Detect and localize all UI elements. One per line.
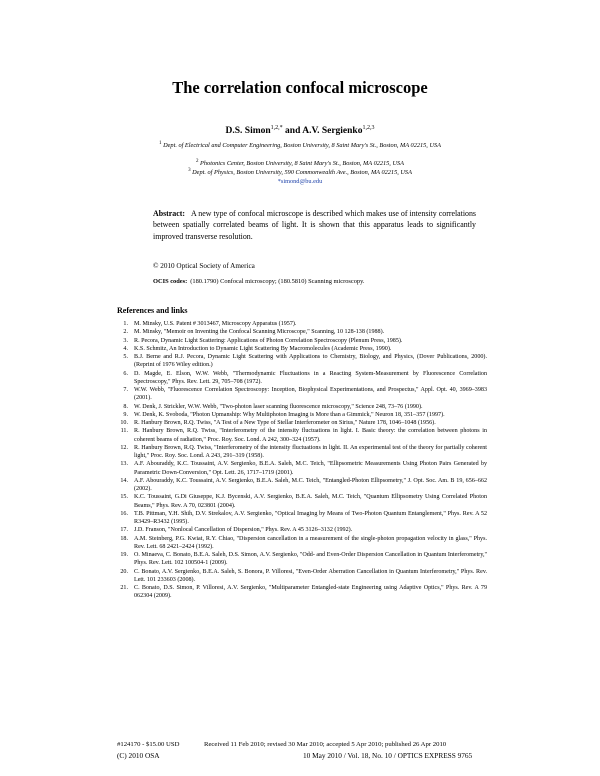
reference-item — [117, 337, 487, 345]
reference-text: R. Pecora, Dynamic Light Scattering: Applications of Photon Correlation Spectroscopy (Plenum Press, 1985). — [134, 337, 403, 344]
affiliation-text: Dept. of Electrical and Computer Engineering, Boston University, 8 Saint Mary's St., Boston, MA 02215, USA — [161, 142, 441, 150]
reference-text: W. Denk, J. Strickler, W.W. Webb, "Two-photon laser scanning fluorescence microscopy," Science 248, 73–76 (1990). — [134, 403, 423, 410]
references-heading: References and links — [117, 306, 188, 315]
reference-text: B.J. Berne and R.J. Pecora, Dynamic Light Scattering with Applications to Chemistry, Biology, and Physics, (Dover Publications, 2000). (Reprint of 1976 Wiley edition.) — [134, 354, 487, 369]
reference-number: 1. — [123, 321, 128, 327]
reference-item — [117, 370, 487, 387]
abstract-text: A new type of confocal microscope is described which makes use of intensity correlations between spatially correlated beams of light. It is shown that this apparatus leads to significantly improved transverse resolution. — [153, 209, 476, 241]
reference-text: J.D. Franson, "Nonlocal Cancellation of Dispersion," Phys. Rev. A 45 3126–3132 (1992). — [134, 527, 353, 534]
affiliation-number: 1 — [159, 141, 162, 146]
reference-item — [117, 427, 487, 444]
reference-item — [117, 345, 487, 353]
ocis-label: OCIS codes: — [153, 278, 188, 285]
references-list — [117, 320, 487, 601]
affiliation-text: Photonics Center, Boston University, 8 Saint Mary's St., Boston, MA 02215, USA — [198, 160, 404, 168]
reference-text: C. Bonato, D.S. Simon, P. Villoresi, A.V. Sergienko, "Multiparameter Entangled-state Engineering using Adaptive Optics," Phys. Rev. A 79 062304 (2009). — [134, 585, 487, 600]
reference-item — [117, 328, 487, 336]
affiliation-number: 2 — [195, 159, 199, 164]
ocis-codes — [153, 278, 365, 285]
reference-item — [117, 477, 487, 494]
reference-text: K.S. Schmitz, An Introduction to Dynamic Light Scattering By Macromolecules (Academic Press, 1990). — [134, 345, 392, 352]
reference-item — [117, 320, 487, 328]
received-dates: Received 11 Feb 2010; revised 30 Mar 2010; accepted 5 Apr 2010; published 26 Apr 2010 — [204, 741, 447, 748]
copyright-notice: © 2010 Optical Society of America — [153, 262, 255, 270]
author-name: D.S. Simon — [225, 126, 271, 137]
reference-number: 15. — [120, 494, 128, 501]
reference-item — [117, 444, 487, 461]
reference-item — [117, 460, 487, 477]
reference-number: 8. — [123, 403, 128, 410]
reference-number: 18. — [120, 535, 128, 542]
reference-item — [117, 510, 487, 527]
author-email-link[interactable]: *simond@bu.edu — [277, 178, 323, 185]
reference-text: A.F. Abouraddy, K.C. Toussaint, A.V. Sergienko, B.E.A. Saleh, M.C. Teich, "Entangled-Photon Ellipsometry," J. Opt. Soc. Am. B 19, 656–662 (2002). — [134, 477, 487, 492]
article-id-price: #124170 - $15.00 USD — [117, 741, 180, 748]
journal-citation: 10 May 2010 / Vol. 18, No. 10 / OPTICS EXPRESS 9765 — [303, 751, 473, 760]
abstract-label: Abstract: — [153, 209, 185, 218]
author-conjunction: and — [282, 126, 303, 137]
affiliation-text: Dept. of Physics, Boston University, 590 Commonwealth Ave., Boston, MA 02215, USA — [190, 169, 412, 177]
footer-copyright: (C) 2010 OSA — [117, 751, 160, 760]
reference-text: W. Denk, K. Svoboda, "Photon Upmanship: Why Multiphoton Imaging is More than a Gimmick," Neuron 18, 351–357 (1997). — [134, 411, 445, 418]
reference-item — [117, 353, 487, 370]
paper-title: The correlation confocal microscope — [172, 78, 428, 97]
author-name: A.V. Sergienko — [302, 126, 363, 137]
reference-text: R. Hanbury Brown, R.Q. Twiss, "Interferometry of the intensity fluctuations in light. I. Basic theory: the correlation between photons in coherent beams of radiation," Proc. Roy. Soc. Lond. A 242, 300–324 (1957). — [134, 428, 487, 443]
reference-number: 14. — [120, 477, 128, 484]
reference-item — [117, 419, 487, 427]
reference-number: 19. — [120, 552, 128, 558]
reference-text: K.C. Toussaint, G.Di Giuseppe, K.J. Bycenski, A.V. Sergienko, B.E.A. Saleh, M.C. Teich, "Quantum Ellipsometry Using Correlated Photon Beams," Phys. Rev. A 70, 023801 (2004). — [134, 494, 487, 509]
reference-text: M. Minsky, U.S. Patent # 3013467, Microscopy Apparatus (1957). — [134, 321, 297, 327]
reference-number: 12. — [120, 444, 128, 451]
ocis-text: (180.1790) Confocal microscopy; (180.5810) Scanning microscopy. — [190, 278, 365, 285]
reference-number: 17. — [120, 527, 128, 534]
reference-number: 7. — [123, 387, 128, 393]
reference-number: 6. — [123, 370, 128, 377]
reference-number: 21. — [120, 585, 128, 591]
affiliation — [150, 140, 450, 151]
reference-number: 11. — [120, 428, 128, 435]
abstract — [153, 208, 476, 242]
reference-item — [117, 493, 487, 510]
reference-item — [117, 551, 487, 568]
reference-number: 3. — [123, 337, 128, 344]
reference-number: 9. — [123, 411, 128, 418]
reference-number: 13. — [120, 461, 128, 468]
reference-text: C. Bonato, A.V. Sergienko, B.E.A. Saleh, S. Bonora, P. Villoresi, "Even-Order Aberration Cancellation in Quantum Interferometry," Phys. Rev. Lett. 101 233603 (2008). — [134, 568, 487, 583]
author-line — [0, 125, 600, 136]
reference-text: A.M. Steinberg, P.G. Kwiat, R.Y. Chiao, "Dispersion cancellation in a measurement of the single-photon propagation velocity in glass," Phys. Rev. Lett. 68 2421–2424 (1992). — [134, 535, 487, 550]
affiliation — [150, 167, 450, 178]
reference-text: M. Minsky, "Memoir on Inventing the Confocal Scanning Microscope," Scanning, 10 128-138 (1988). — [134, 329, 385, 336]
author-superscript: 1,2,3 — [362, 125, 375, 131]
reference-number: 16. — [120, 510, 128, 517]
reference-item — [117, 411, 487, 419]
reference-text: O. Minaeva, C. Bonato, B.E.A. Saleh, D.S. Simon, A.V. Sergienko, "Odd- and Even-Order Dispersion Cancellation in Quantum Interferometry," Phys. Rev. Lett. 102 100504-1 (2009). — [134, 552, 487, 567]
reference-number: 5. — [123, 354, 128, 360]
reference-item — [117, 386, 487, 403]
reference-number: 2. — [123, 329, 128, 336]
reference-number: 20. — [120, 568, 128, 575]
reference-item — [117, 403, 487, 411]
author-superscript: 1,2,* — [270, 125, 283, 131]
reference-number: 10. — [120, 420, 128, 426]
reference-text: T.B. Pittman, Y.H. Shih, D.V. Strekalov, A.V. Sergienko, "Optical Imaging by Means of Two-Photon Quantum Entanglement," Phys. Rev. A 52 R3429–R3432 (1995). — [134, 510, 487, 525]
reference-text: A.F. Abouraddy, K.C. Toussaint, A.V. Sergienko, B.E.A. Saleh, M.C. Teich, "Ellipsometric Measurements Using Photon Pairs Generated by Parametric Down-Conversion," Opt. Lett. 26, 1717–1719 (2001). — [134, 461, 487, 476]
reference-text: R. Hanbury Brown, R.Q. Twiss, "Interferometry of the intensity fluctuations in light. II. An experimental test of the theory for partially coherent light," Proc. Roy. Soc. Lond. A 243, 291–319 (1958). — [134, 444, 487, 459]
reference-item — [117, 568, 487, 585]
reference-item — [117, 535, 487, 552]
reference-item — [117, 584, 487, 601]
reference-item — [117, 526, 487, 534]
reference-number: 4. — [123, 345, 128, 352]
reference-text: R. Hanbury Brown, R.Q. Twiss, "A Test of a New Type of Stellar Interferometer on Sirius," Nature 178, 1046–1048 (1956). — [134, 420, 436, 426]
reference-text: D. Magde, E. Elson, W.W. Webb, "Thermodynamic Fluctuations in a Reacting System-Measurement by Fluorescence Correlation Spectroscopy," Phys. Rev. Lett. 29, 705–708 (1972). — [134, 370, 487, 385]
reference-text: W.W. Webb, "Fluorescence Correlation Spectroscopy: Inception, Biophysical Experimentations, and Prospectus," Appl. Opt. 40, 3969–3983 (2001). — [134, 387, 487, 402]
affiliation-number: 3 — [188, 168, 191, 173]
